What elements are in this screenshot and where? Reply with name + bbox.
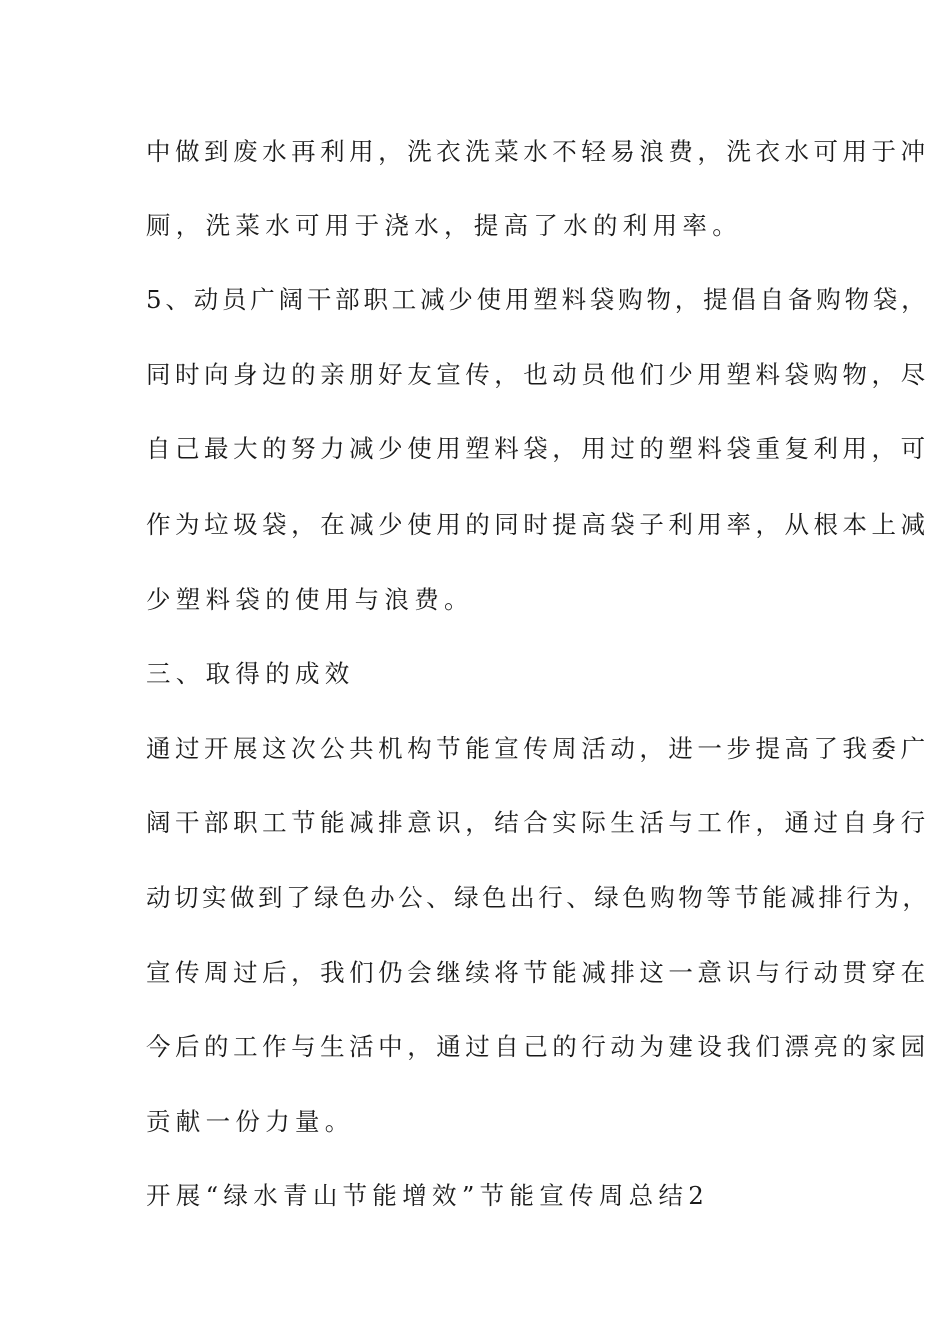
section-title: 开展“绿水青山节能增效”节能宣传周总结2 [146,1181,710,1210]
text-line: 中做到废水再利用，洗衣洗菜水不轻易浪费，洗衣水可用于冲 [146,137,930,166]
text-line: 动切实做到了绿色办公、绿色出行、绿色购物等节能减排行为， [146,883,931,912]
text-line: 今后的工作与生活中，通过自己的行动为建设我们漂亮的家园 [146,1032,930,1061]
text-line: 自己最大的努力减少使用塑料袋，用过的塑料袋重复利用，可 [146,434,930,463]
text-line: 通过开展这次公共机构节能宣传周活动，进一步提高了我委广 [146,734,930,763]
text-line: 阔干部职工节能减排意识，结合实际生活与工作，通过自身行 [146,808,930,837]
text-line: 宣传周过后，我们仍会继续将节能减排这一意识与行动贯穿在 [146,958,930,987]
text-line: 作为垃圾袋，在减少使用的同时提高袋子利用率，从根本上减 [146,510,930,539]
text-line: 同时向身边的亲朋好友宣传，也动员他们少用塑料袋购物，尽 [146,360,930,389]
text-line: 贡献一份力量。 [146,1107,355,1136]
text-line: 厕，洗菜水可用于浇水，提高了水的利用率。 [146,211,742,240]
text-line: 少塑料袋的使用与浪费。 [146,585,474,614]
text-line: 5、动员广阔干部职工减少使用塑料袋购物，提倡自备购物袋， [146,285,930,314]
section-heading: 三、取得的成效 [146,659,355,688]
